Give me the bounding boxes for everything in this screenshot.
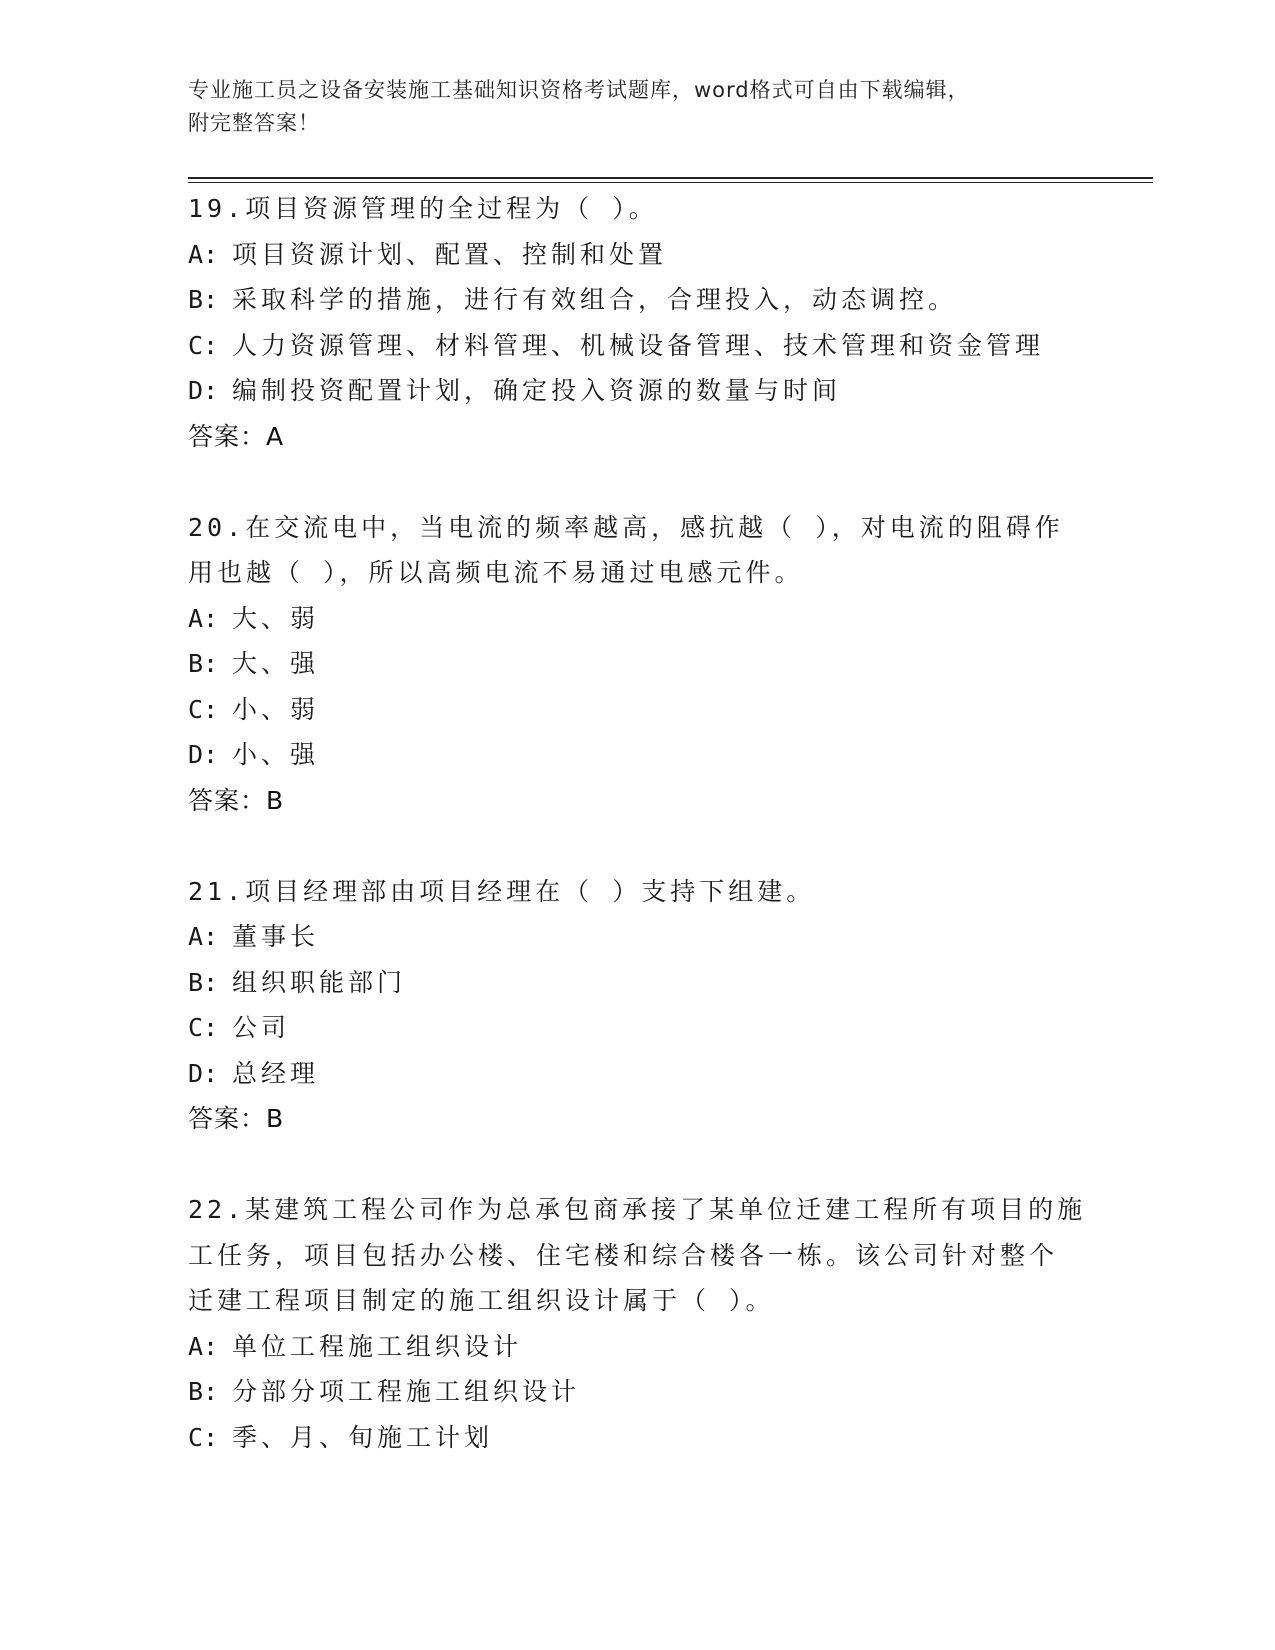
option-text: 小、弱 — [232, 694, 320, 724]
option-key: D: — [188, 376, 219, 405]
question-list — [188, 186, 1088, 1460]
header-title-line-1: 专业施工员之设备安装施工基础知识资格考试题库，word格式可自由下载编辑， — [188, 78, 970, 102]
option-key: B: — [188, 967, 219, 997]
answer-line: 答案：B — [188, 1104, 285, 1133]
question-19 — [188, 186, 1088, 505]
option-key: D: — [188, 1058, 219, 1088]
document-header — [188, 74, 1068, 140]
question-20 — [188, 505, 1088, 869]
option-c — [188, 687, 1088, 733]
option-key: C: — [188, 694, 219, 724]
option-text: 公司 — [232, 1013, 291, 1042]
option-text: 分部分项工程施工组织设计 — [232, 1377, 581, 1406]
option-text: 董事长 — [232, 922, 320, 951]
option-text: 大、强 — [232, 649, 320, 678]
question-22 — [188, 1187, 1088, 1460]
header-divider-thick — [188, 177, 1153, 179]
option-key: A: — [188, 1331, 219, 1361]
option-key: C: — [188, 1013, 219, 1042]
option-a — [188, 1324, 1088, 1370]
answer-line: 答案：B — [188, 785, 285, 815]
option-text: 编制投资配置计划，确定投入资源的数量与时间 — [232, 376, 842, 405]
spacer — [188, 459, 1088, 505]
option-key: B: — [188, 1377, 219, 1406]
option-b — [188, 277, 1088, 323]
option-key: A: — [188, 239, 219, 269]
question-stem: 迁建工程项目制定的施工组织设计属于（ ）。 — [188, 1286, 775, 1315]
option-d — [188, 368, 1088, 414]
option-key: C: — [188, 1422, 219, 1452]
option-b — [188, 960, 1088, 1006]
question-stem: 19.项目资源管理的全过程为（ ）。 — [188, 194, 658, 223]
option-text: 采取科学的措施，进行有效组合，合理投入，动态调控。 — [232, 285, 958, 314]
option-b — [188, 1369, 1088, 1415]
option-key: A: — [188, 922, 219, 951]
option-text: 大、弱 — [232, 603, 320, 633]
option-text: 组织职能部门 — [232, 967, 407, 997]
header-divider-thin — [188, 182, 1153, 183]
question-stem: 20.在交流电中，当电流的频率越高，感抗越（ ），对电流的阻碍作 — [188, 512, 1064, 542]
option-d — [188, 1051, 1088, 1097]
option-text: 项目资源计划、配置、控制和处置 — [232, 239, 668, 269]
option-text: 单位工程施工组织设计 — [232, 1331, 523, 1361]
option-text: 总经理 — [232, 1058, 320, 1088]
option-c — [188, 1415, 1088, 1461]
answer-line: 答案：A — [188, 421, 285, 451]
option-key: A: — [188, 603, 219, 633]
option-c — [188, 323, 1088, 369]
spacer — [188, 823, 1088, 869]
option-text: 季、月、旬施工计划 — [232, 1422, 494, 1452]
option-c — [188, 1005, 1088, 1051]
option-key: C: — [188, 330, 219, 360]
spacer — [188, 1142, 1088, 1188]
option-key: D: — [188, 740, 219, 769]
option-a — [188, 914, 1088, 960]
question-stem: 工任务，项目包括办公楼、住宅楼和综合楼各一栋。该公司针对整个 — [188, 1240, 1059, 1270]
option-d — [188, 732, 1088, 778]
question-21 — [188, 869, 1088, 1188]
option-a — [188, 596, 1088, 642]
question-stem: 用也越（ ），所以高频电流不易通过电感元件。 — [188, 558, 804, 587]
question-stem: 21.项目经理部由项目经理在（ ）支持下组建。 — [188, 876, 816, 906]
option-text: 人力资源管理、材料管理、机械设备管理、技术管理和资金管理 — [232, 330, 1045, 360]
option-key: B: — [188, 285, 219, 314]
option-text: 小、强 — [232, 740, 320, 769]
question-stem: 22.某建筑工程公司作为总承包商承接了某单位迁建工程所有项目的施 — [188, 1195, 1087, 1224]
option-b — [188, 641, 1088, 687]
option-key: B: — [188, 649, 219, 678]
header-title-line-2: 附完整答案！ — [188, 111, 320, 135]
option-a — [188, 232, 1088, 278]
